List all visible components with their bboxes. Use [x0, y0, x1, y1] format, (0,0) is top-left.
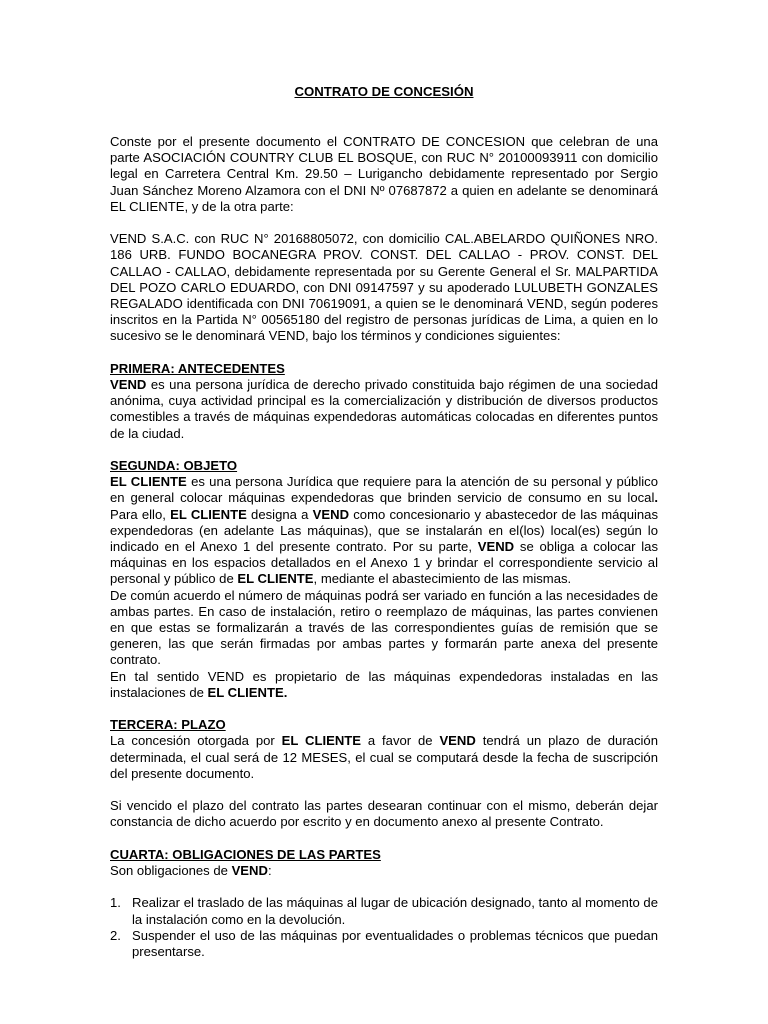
- section-paragraph: En tal sentido VEND es propietario de las máquinas expendedoras instaladas en las instalaciones de EL CLIENTE.: [110, 668, 658, 700]
- page-title: CONTRATO DE CONCESIÓN: [294, 84, 474, 99]
- section-heading: CUARTA: OBLIGACIONES DE LAS PARTES: [110, 846, 381, 862]
- intro-paragraph-2: VEND S.A.C. con RUC N° 20168805072, con domicilio CAL.ABELARDO QUIÑONES NRO. 186 URB. FUNDO BOCANEGRA PROV. CONST. DEL CALLAO - PROV. CONST. DEL CALLAO - CALLAO, debidamente representada por su Gerente General el Sr. MALPARTIDA DEL POZO CARLO EDUARDO, con DNI 09147597 y su apoderado LULUBETH GONZALES REGALADO identificada con DNI 70619091, a quien se le denominará VEND, según poderes inscritos en la Partida N° 00565180 del registro de personas jurídicas de Lima, a quien en lo sucesivo se le denominará VEND, bajo los términos y condiciones siguientes:: [110, 231, 658, 344]
- section-primera: [110, 361, 658, 442]
- obligations-list: [110, 895, 658, 960]
- section-cuarta: [110, 847, 658, 960]
- list-item: 2. Suspender el uso de las máquinas por eventualidades o problemas técnicos que puedan presentarse.: [110, 927, 658, 960]
- section-paragraph: De común acuerdo el número de máquinas podrá ser variado en función a las necesidades de ambas partes. En caso de instalación, retiro o reemplazo de máquinas, las partes convienen en que estas se formalizarán a través de las correspondientes guías de remisión que se generen, las que serán firmadas por ambas partes y formarán parte anexa del presente contrato.: [110, 587, 658, 668]
- list-item: 1. Realizar el traslado de las máquinas al lugar de ubicación designado, tanto al momento de la instalación como en la devolución.: [110, 895, 658, 927]
- document-body: [110, 134, 658, 960]
- section-paragraph: Si vencido el plazo del contrato las partes desearan continuar con el mismo, deberán dejar constancia de dicho acuerdo por escrito y en documento anexo al presente Contrato.: [110, 798, 658, 830]
- section-paragraph: La concesión otorgada por EL CLIENTE a favor de VEND tendrá un plazo de duración determinada, el cual será de 12 MESES, el cual se computará desde la fecha de suscripción del presente documento.: [110, 733, 658, 781]
- section-segunda: [110, 458, 658, 701]
- section-paragraph: EL CLIENTE es una persona Jurídica que requiere para la atención de su personal y público en general colocar máquinas expendedoras que brinden servicio de consumo en su local. Para ello, EL CLIENTE designa a VEND como concesionario y abastecedor de las máquinas expendedoras (en adelante Las máquinas), que se instalarán en el(los) local(es) según lo indicado en el Anexo 1 del presente contrato. Por su parte, VEND se obliga a colocar las máquinas en los espacios detallados en el Anexo 1 y brindar el correspondiente servicio al personal y público de EL CLIENTE, mediante el abastecimiento de las mismas.: [110, 474, 659, 587]
- section-heading: PRIMERA: ANTECEDENTES: [110, 360, 285, 376]
- intro-paragraph-1: Conste por el presente documento el CONTRATO DE CONCESION que celebran de una parte ASOCIACIÓN COUNTRY CLUB EL BOSQUE, con RUC N° 20100093911 con domicilio legal en Carretera Central Km. 29.50 – Lurigancho debidamente representado por Sergio Juan Sánchez Moreno Alzamora con el DNI Nº 07687872 a quien en adelante se denominará EL CLIENTE, y de la otra parte:: [110, 134, 658, 214]
- section-paragraph: Son obligaciones de VEND:: [110, 863, 272, 879]
- section-tercera: [110, 717, 658, 830]
- section-heading: SEGUNDA: OBJETO: [110, 458, 238, 474]
- section-heading: TERCERA: PLAZO: [110, 717, 226, 733]
- section-paragraph: VEND es una persona jurídica de derecho privado constituida bajo régimen de una sociedad anónima, cuya actividad principal es la comercialización y distribución de diversos productos comestibles a través de máquinas expendedoras automáticas colocadas en diferentes puntos de la ciudad.: [110, 377, 658, 441]
